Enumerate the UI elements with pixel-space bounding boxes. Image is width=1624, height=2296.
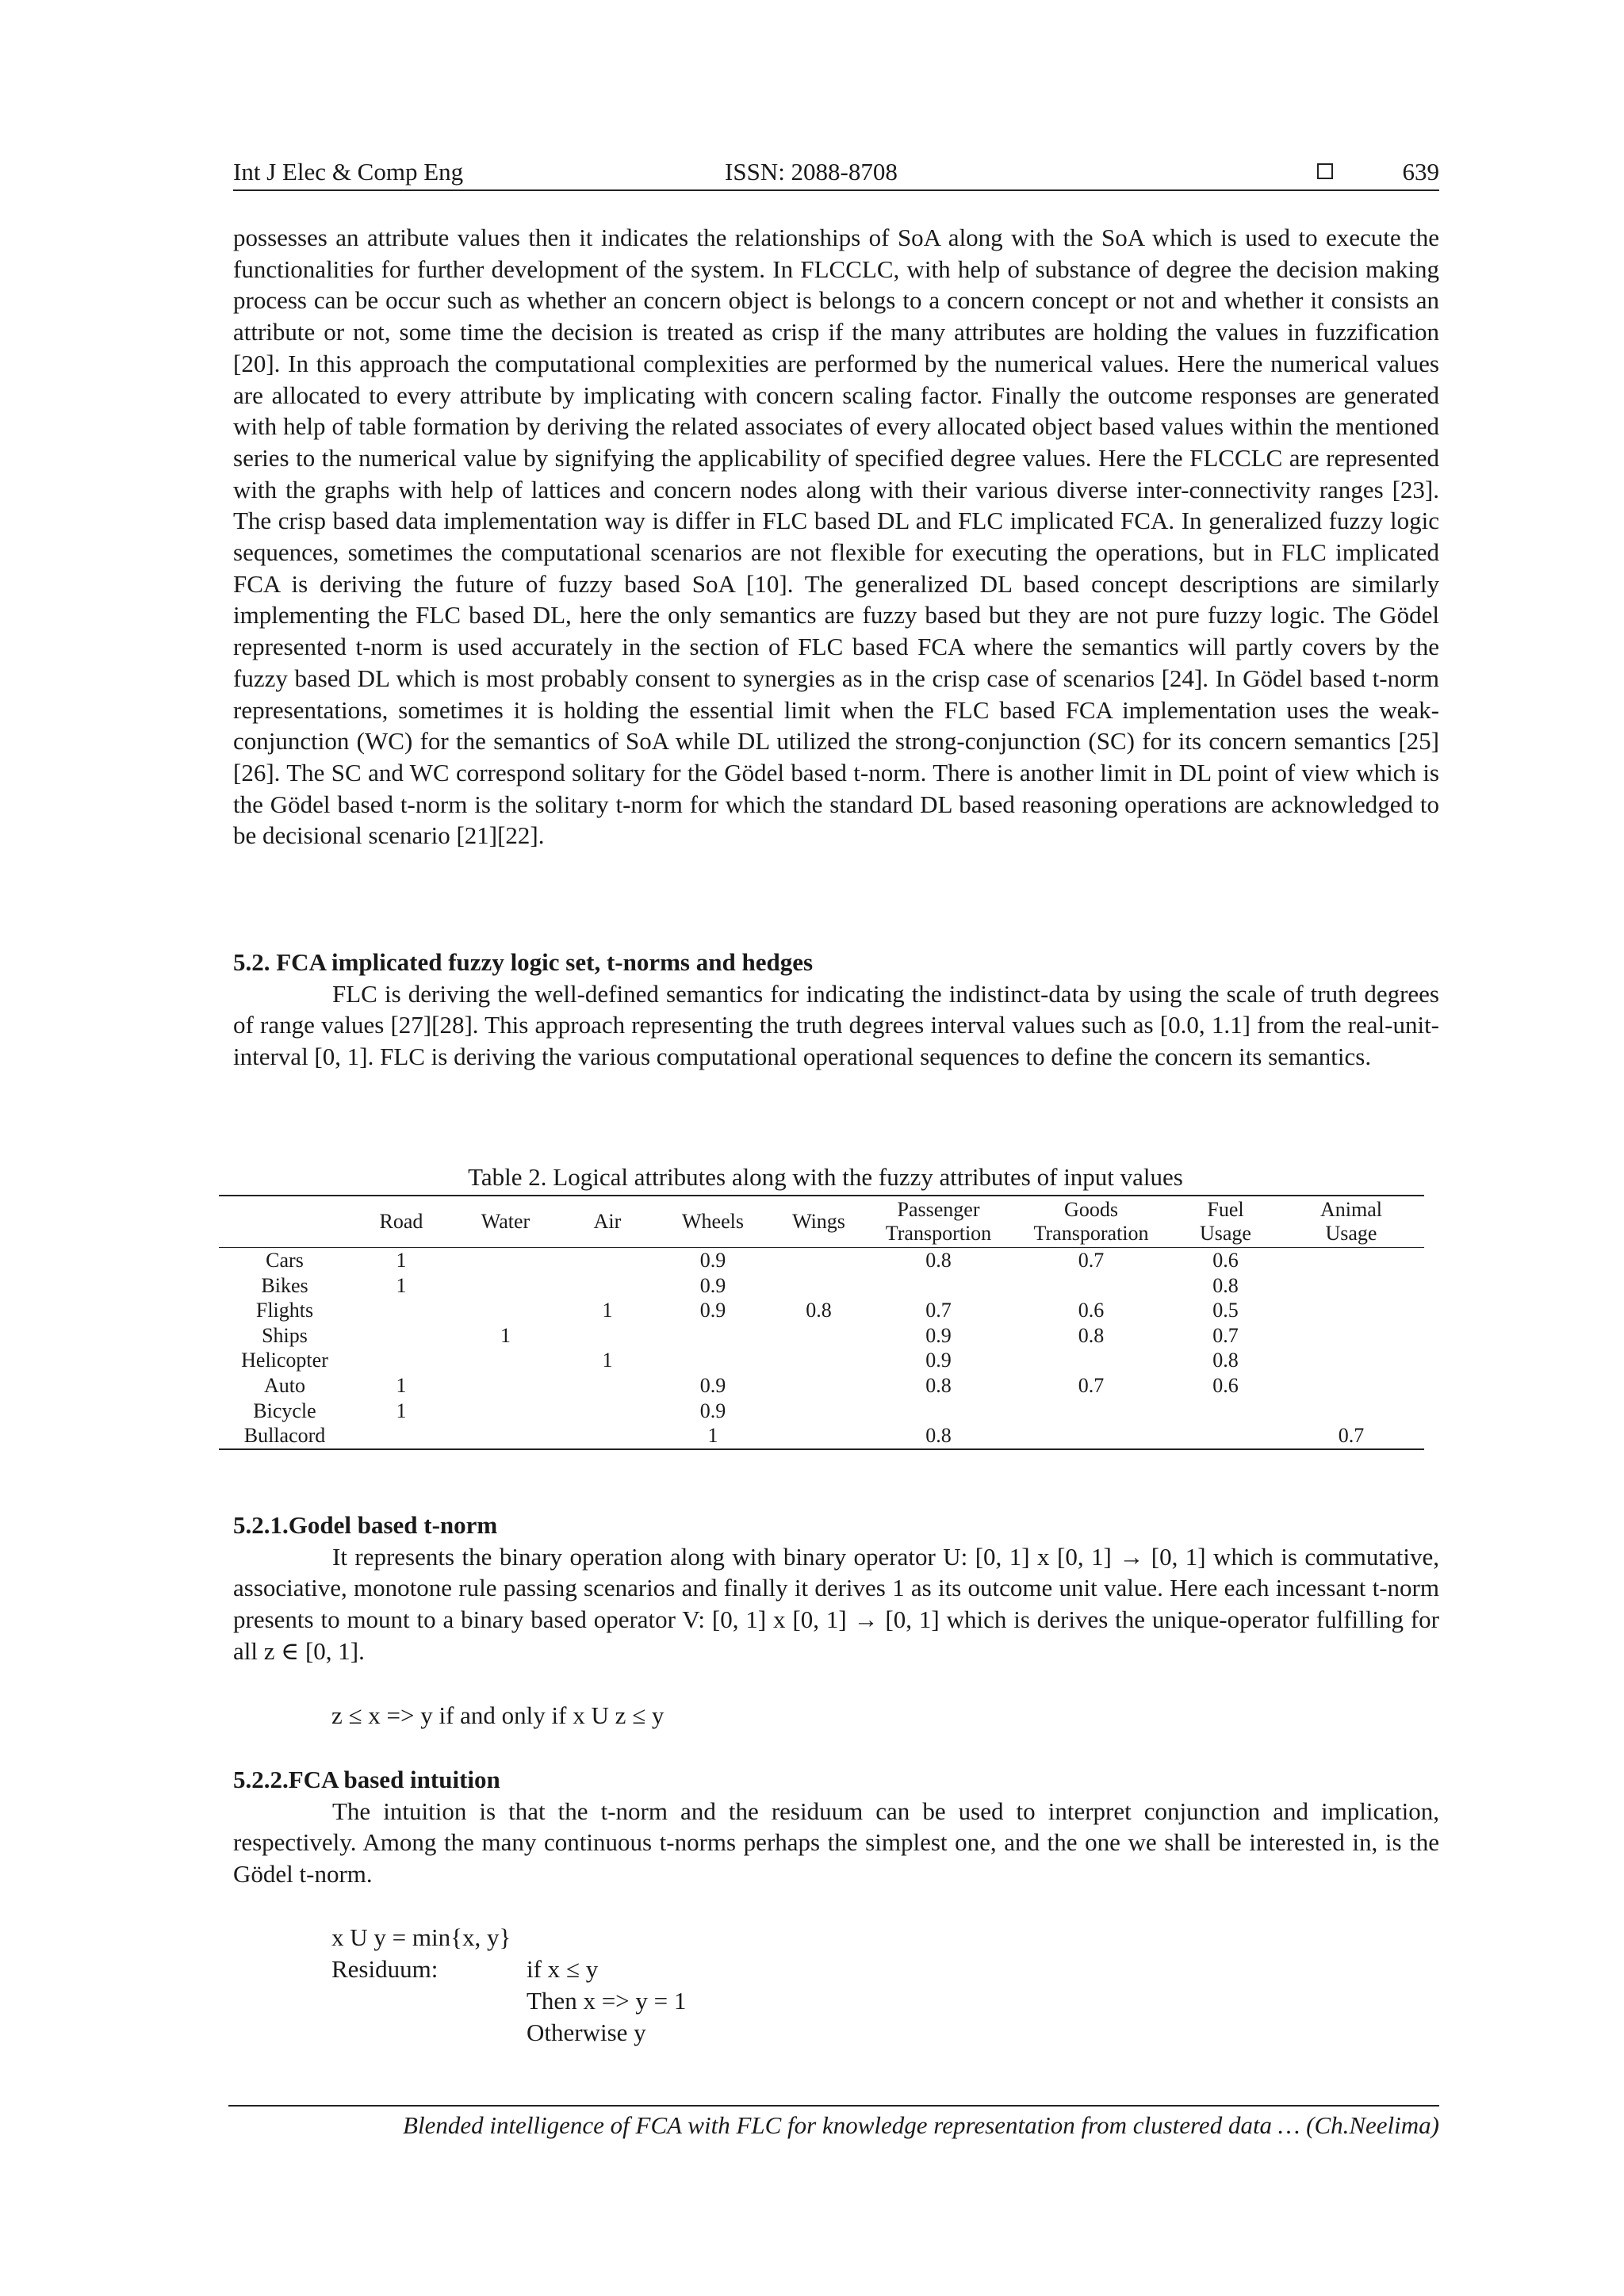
column-header: Passenger Transportion	[868, 1196, 1009, 1248]
column-header: Air	[559, 1196, 656, 1248]
formula-residuum-condition: z ≤ x => y if and only if x U z ≤ y	[331, 1701, 665, 1729]
table-cell	[1009, 1348, 1173, 1373]
row-label-cell: Auto	[264, 1373, 305, 1397]
table-row	[219, 1248, 1424, 1273]
table-row	[219, 1373, 1424, 1399]
running-footer: Blended intelligence of FCA with FLC for knowledge representation from clustered data … (Ch.Neelima)	[403, 2111, 1439, 2139]
table-cell: 0.7	[925, 1299, 952, 1322]
square-bullet-icon	[1317, 163, 1333, 179]
column-header: Goods Transporation	[1009, 1196, 1173, 1248]
section-5-2-1	[233, 1510, 1439, 1667]
table-row	[219, 1323, 1424, 1349]
row-label-cell: Bicycle	[253, 1399, 316, 1422]
table-cell: 0.7	[1338, 1424, 1365, 1448]
issn-number: ISSN: 2088-8708	[725, 158, 898, 186]
section-paragraph: The intuition is that the t-norm and the residuum can be used to interpret conjunction and implication, respectively. Among the many continuous t-norms perhaps the simplest one, and the one we shall be interested in, is the Gödel t-norm.	[233, 1797, 1439, 1888]
table-cell	[350, 1348, 452, 1373]
table-cell: 1	[396, 1373, 407, 1397]
table-cell	[559, 1273, 656, 1299]
column-header: Animal Usage	[1278, 1196, 1424, 1248]
table-cell	[452, 1348, 559, 1373]
section-heading: 5.2. FCA implicated fuzzy logic set, t-norms and hedges	[233, 948, 814, 976]
table-header-row	[219, 1196, 1424, 1248]
table-cell: 0.5	[1212, 1299, 1239, 1322]
fuzzy-attributes-table	[219, 1195, 1424, 1450]
table-cell: 0.9	[925, 1323, 952, 1347]
body-paragraph: possesses an attribute values then it indicates the relationships of SoA along with the SoA which is used to execute the functionalities for further development of the system. In FLCCLC, with help of substance of degree the decision making process can be occur such as whether an concern object is belongs to a concern concept or not and whether it consists an attribute or not, some time the decision is treated as crisp if the many attributes are holding the values in fuzzification [20]. In this approach the computational complexities are performed by the numerical values. Here the numerical values are allocated to every attribute by implicating with concern scaling factor. Finally the outcome responses are generated with help of table formation by deriving the related associates of every allocated object based values within the mentioned series to the numerical value by signifying the applicability of specified degree values. Here the FLCCLC are represented with the graphs with help of lattices and concern nodes along with their various diverse inter-connectivity ranges [23]. The crisp based data implementation way is differ in FLC based DL and FLC implicated FCA. In generalized fuzzy logic sequences, sometimes the computational scenarios are not flexible for executing the operations, but in FLC implicated FCA is deriving the future of fuzzy based SoA [10]. The generalized DL based concept descriptions are similarly implementing the FLC based DL, here the only semantics are fuzzy based but they are not pure fuzzy logic. The Gödel represented t-norm is used accurately in the section of FLC based FCA where the semantics will partly covers by the fuzzy based DL which is most probably consent to synergies as in the crisp case of scenarios [24]. In Gödel based t-norm representations, sometimes it is holding the essential limit when the FLC based FCA implementation uses the weak-conjunction (WC) for the semantics of SoA while DL utilized the strong-conjunction (SC) for its concern semantics [25][26]. The SC and WC correspond solitary for the Gödel based t-norm. There is another limit in DL point of view which is the Gödel based t-norm is the solitary t-norm for which the standard DL based reasoning operations are acknowledged to be decisional scenario [21][22].	[233, 224, 1439, 850]
column-header: Road	[350, 1196, 452, 1248]
table-cell	[350, 1323, 452, 1349]
table-cell: 1	[396, 1399, 407, 1422]
column-header: Wings	[770, 1196, 868, 1248]
table-cell: 0.6	[1212, 1373, 1239, 1397]
table-cell	[770, 1399, 868, 1424]
column-header: Water	[452, 1196, 559, 1248]
table-cell	[452, 1298, 559, 1323]
residuum-line: Otherwise y	[527, 2019, 646, 2046]
table-cell	[770, 1248, 868, 1273]
table-cell: 1	[396, 1249, 407, 1272]
section-paragraph: FLC is deriving the well-defined semantics for indicating the indistinct-data by using the scale of truth degrees of range values [27][28]. This approach representing the truth degrees interval values such as [0.0, 1.1] from the real-unit-interval [0, 1]. FLC is deriving the various computational operational sequences to define the concern its semantics.	[233, 979, 1439, 1071]
residuum-line: Then x => y = 1	[527, 1987, 687, 2015]
table-cell	[559, 1248, 656, 1273]
table-row	[219, 1273, 1424, 1299]
table-cell	[1278, 1399, 1424, 1424]
row-label-cell: Ships	[262, 1323, 308, 1347]
table-body	[219, 1248, 1424, 1449]
table-row	[219, 1298, 1424, 1323]
table-cell	[1278, 1273, 1424, 1299]
table-cell	[1278, 1323, 1424, 1349]
row-label-cell: Cars	[266, 1249, 304, 1272]
table-cell: 1	[602, 1349, 613, 1372]
table-cell: 0.8	[1212, 1273, 1239, 1297]
running-header	[233, 155, 1439, 191]
table-row	[219, 1348, 1424, 1373]
table-cell	[350, 1423, 452, 1449]
table-cell: 1	[707, 1424, 718, 1448]
table-cell	[1278, 1248, 1424, 1273]
table-cell: 0.8	[1078, 1323, 1105, 1347]
table-cell	[1278, 1298, 1424, 1323]
section-5-2-2	[233, 1764, 1439, 1890]
section-heading: 5.2.2.FCA based intuition	[233, 1766, 500, 1793]
table-cell: 0.9	[699, 1299, 726, 1322]
table-cell: 0.8	[1212, 1349, 1239, 1372]
table-cell	[559, 1399, 656, 1424]
table-cell	[656, 1323, 770, 1349]
table-cell	[770, 1348, 868, 1373]
column-header	[219, 1196, 350, 1248]
table-cell	[1173, 1399, 1278, 1424]
row-label-cell: Flights	[255, 1299, 314, 1322]
table-cell: 0.6	[1212, 1249, 1239, 1272]
table-cell: 0.8	[925, 1249, 952, 1272]
column-header: Wheels	[656, 1196, 770, 1248]
table-cell: 0.7	[1078, 1373, 1105, 1397]
table-cell	[559, 1373, 656, 1399]
table-cell	[1278, 1373, 1424, 1399]
section-paragraph: It represents the binary operation along with binary operator U: [0, 1] x [0, 1] → [0, 1] which is commutative, associative, monotone rule passing scenarios and finally it derives 1 as its outcome unit value. Here each incessant t-norm presents to mount to a binary based operator V: [0, 1] x [0, 1] → [0, 1] which is derives the unique-operator fulfilling for all z ∈ [0, 1].	[233, 1542, 1439, 1665]
table-cell: 0.9	[699, 1399, 726, 1422]
table-cell: 0.8	[925, 1373, 952, 1397]
table-cell	[868, 1273, 1009, 1299]
residuum-definition	[527, 1954, 686, 2049]
journal-name: Int J Elec & Comp Eng	[233, 158, 464, 186]
table-cell: 1	[396, 1273, 407, 1297]
table-cell: 0.8	[925, 1424, 952, 1448]
table-cell	[452, 1399, 559, 1424]
table-cell	[1009, 1273, 1173, 1299]
table-cell: 0.7	[1078, 1249, 1105, 1272]
table-row	[219, 1423, 1424, 1449]
table-cell	[770, 1423, 868, 1449]
table-cell	[1278, 1348, 1424, 1373]
page-number: 639	[1402, 158, 1439, 186]
table-cell	[1173, 1423, 1278, 1449]
table-cell	[770, 1373, 868, 1399]
table-cell	[1009, 1423, 1173, 1449]
row-label-cell: Bikes	[261, 1273, 308, 1297]
table-cell	[452, 1373, 559, 1399]
table-cell: 0.9	[699, 1273, 726, 1297]
table-cell: 1	[500, 1323, 511, 1347]
column-header: Fuel Usage	[1173, 1196, 1278, 1248]
table-cell	[452, 1423, 559, 1449]
table-cell: 0.9	[699, 1373, 726, 1397]
table-cell	[452, 1273, 559, 1299]
table-cell: 0.6	[1078, 1299, 1105, 1322]
residuum-line: if x ≤ y	[527, 1955, 599, 1983]
section-5-2	[233, 947, 1439, 1073]
table-cell	[656, 1348, 770, 1373]
table-2	[219, 1161, 1424, 1450]
table-cell: 0.9	[699, 1249, 726, 1272]
footer-rule	[228, 2105, 1439, 2107]
table-cell: 0.7	[1212, 1323, 1239, 1347]
table-cell: 0.8	[806, 1299, 832, 1322]
table-cell	[1009, 1399, 1173, 1424]
table-caption: Table 2. Logical attributes along with the fuzzy attributes of input values	[468, 1163, 1183, 1191]
table-cell: 0.9	[925, 1349, 952, 1372]
body-paragraph-1-block	[233, 222, 1439, 851]
table-cell	[559, 1323, 656, 1349]
table-cell	[452, 1248, 559, 1273]
section-heading: 5.2.1.Godel based t-norm	[233, 1511, 498, 1539]
table-cell	[350, 1298, 452, 1323]
table-cell: 1	[602, 1299, 613, 1322]
table-cell	[770, 1273, 868, 1299]
table-cell	[770, 1323, 868, 1349]
residuum-label: Residuum:	[331, 1955, 439, 1983]
formula-godel-tnorm: x U y = min{x, y}	[331, 1923, 511, 1951]
row-label-cell: Bullacord	[243, 1424, 326, 1448]
table-cell	[868, 1399, 1009, 1424]
row-label-cell: Helicopter	[241, 1349, 328, 1372]
table-cell	[559, 1423, 656, 1449]
table-row	[219, 1399, 1424, 1424]
